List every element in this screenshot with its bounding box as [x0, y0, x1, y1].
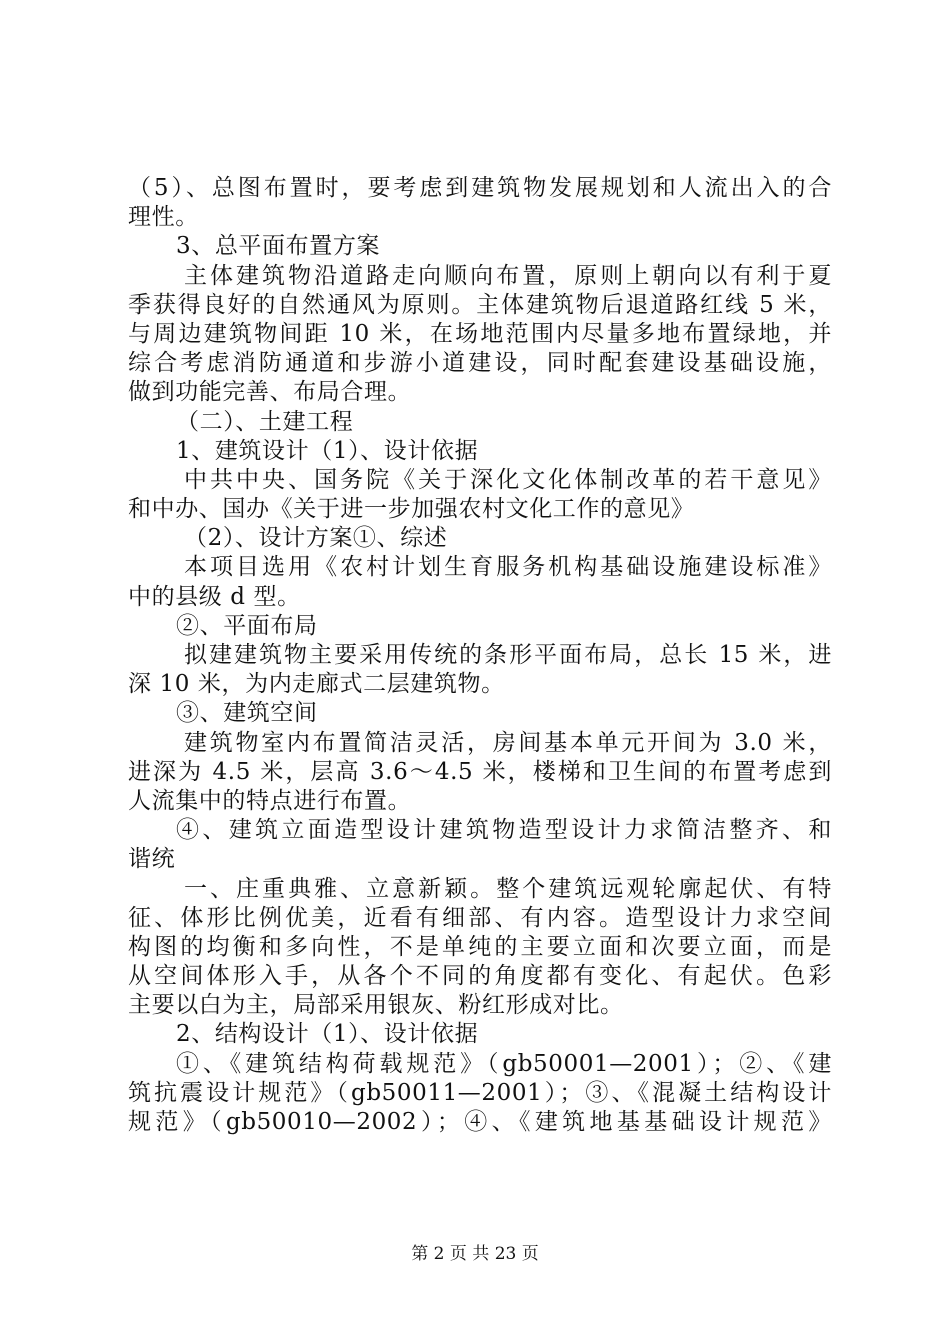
- text-line: 建筑物室内布置简洁灵活，房间基本单元开间为 3.0 米，: [184, 729, 832, 756]
- text-line: 一、庄重典雅、立意新颖。整个建筑远观轮廓起伏、有特: [184, 875, 832, 902]
- text-line: 规范》（gb50010—2002）；④、《建筑地基基础设计规范》: [128, 1109, 832, 1135]
- text-line: 做到功能完善、布局合理。: [128, 379, 412, 406]
- text-line: 进深为 4.5 米，层高 3.6～4.5 米，楼梯和卫生间的布置考虑到: [128, 758, 832, 785]
- document-body: [128, 174, 832, 1137]
- text-line: 季获得良好的自然通风为原则。主体建筑物后退道路红线 5 米，: [128, 291, 832, 318]
- text-line: 深 10 米，为内走廊式二层建筑物。: [128, 671, 505, 698]
- section-heading: 1、建筑设计（1）、设计依据: [176, 437, 479, 464]
- section-heading: 3、总平面布置方案: [176, 233, 381, 260]
- text-line: 和中办、国办《关于进一步加强农村文化工作的意见》: [128, 496, 695, 523]
- text-line: 征、体形比例优美，近看有细部、有内容。造型设计力求空间: [128, 904, 832, 931]
- text-line: 与周边建筑物间距 10 米，在场地范围内尽量多地布置绿地，并: [128, 320, 832, 347]
- text-line: 拟建建筑物主要采用传统的条形平面布局，总长 15 米，进: [184, 642, 832, 668]
- section-heading: （2）、设计方案①、综述: [184, 525, 448, 552]
- text-line: 从空间体形入手，从各个不同的角度都有变化、有起伏。色彩: [128, 963, 832, 990]
- text-line: 主体建筑物沿道路走向顺向布置，原则上朝向以有利于夏: [184, 262, 832, 289]
- text-line: ①、《建筑结构荷载规范》（gb50001—2001）；②、《建: [176, 1050, 832, 1077]
- section-heading: ③、建筑空间: [176, 700, 318, 727]
- section-heading: ②、平面布局: [176, 612, 318, 639]
- text-line: （5）、总图布置时，要考虑到建筑物发展规划和人流出入的合: [128, 175, 832, 201]
- page-footer: [0, 1243, 950, 1265]
- text-line: 理性。: [128, 204, 199, 231]
- text-line: 构图的均衡和多向性，不是单纯的主要立面和次要立面，而是: [128, 933, 832, 960]
- text-line: 中共中央、国务院《关于深化文化体制改革的若干意见》: [184, 466, 832, 493]
- text-line: 本项目选用《农村计划生育服务机构基础设施建设标准》: [184, 554, 832, 581]
- text-line: 筑抗震设计规范》（gb50011—2001）；③、《混凝土结构设计: [128, 1079, 832, 1106]
- page-number: 第 2 页 共 23 页: [411, 1244, 539, 1264]
- text-line: 中的县级 d 型。: [128, 583, 301, 610]
- text-line: 人流集中的特点进行布置。: [128, 787, 412, 814]
- section-heading: ④、建筑立面造型设计建筑物造型设计力求简洁整齐、和: [176, 817, 832, 844]
- text-line: 谐统: [128, 846, 176, 873]
- section-heading: 2、结构设计（1）、设计依据: [176, 1021, 479, 1048]
- text-line: 综合考虑消防通道和步游小道建设，同时配套建设基础设施，: [128, 350, 832, 377]
- text-line: 主要以白为主，局部采用银灰、粉红形成对比。: [128, 992, 624, 1019]
- section-heading: （二）、土建工程: [176, 408, 354, 435]
